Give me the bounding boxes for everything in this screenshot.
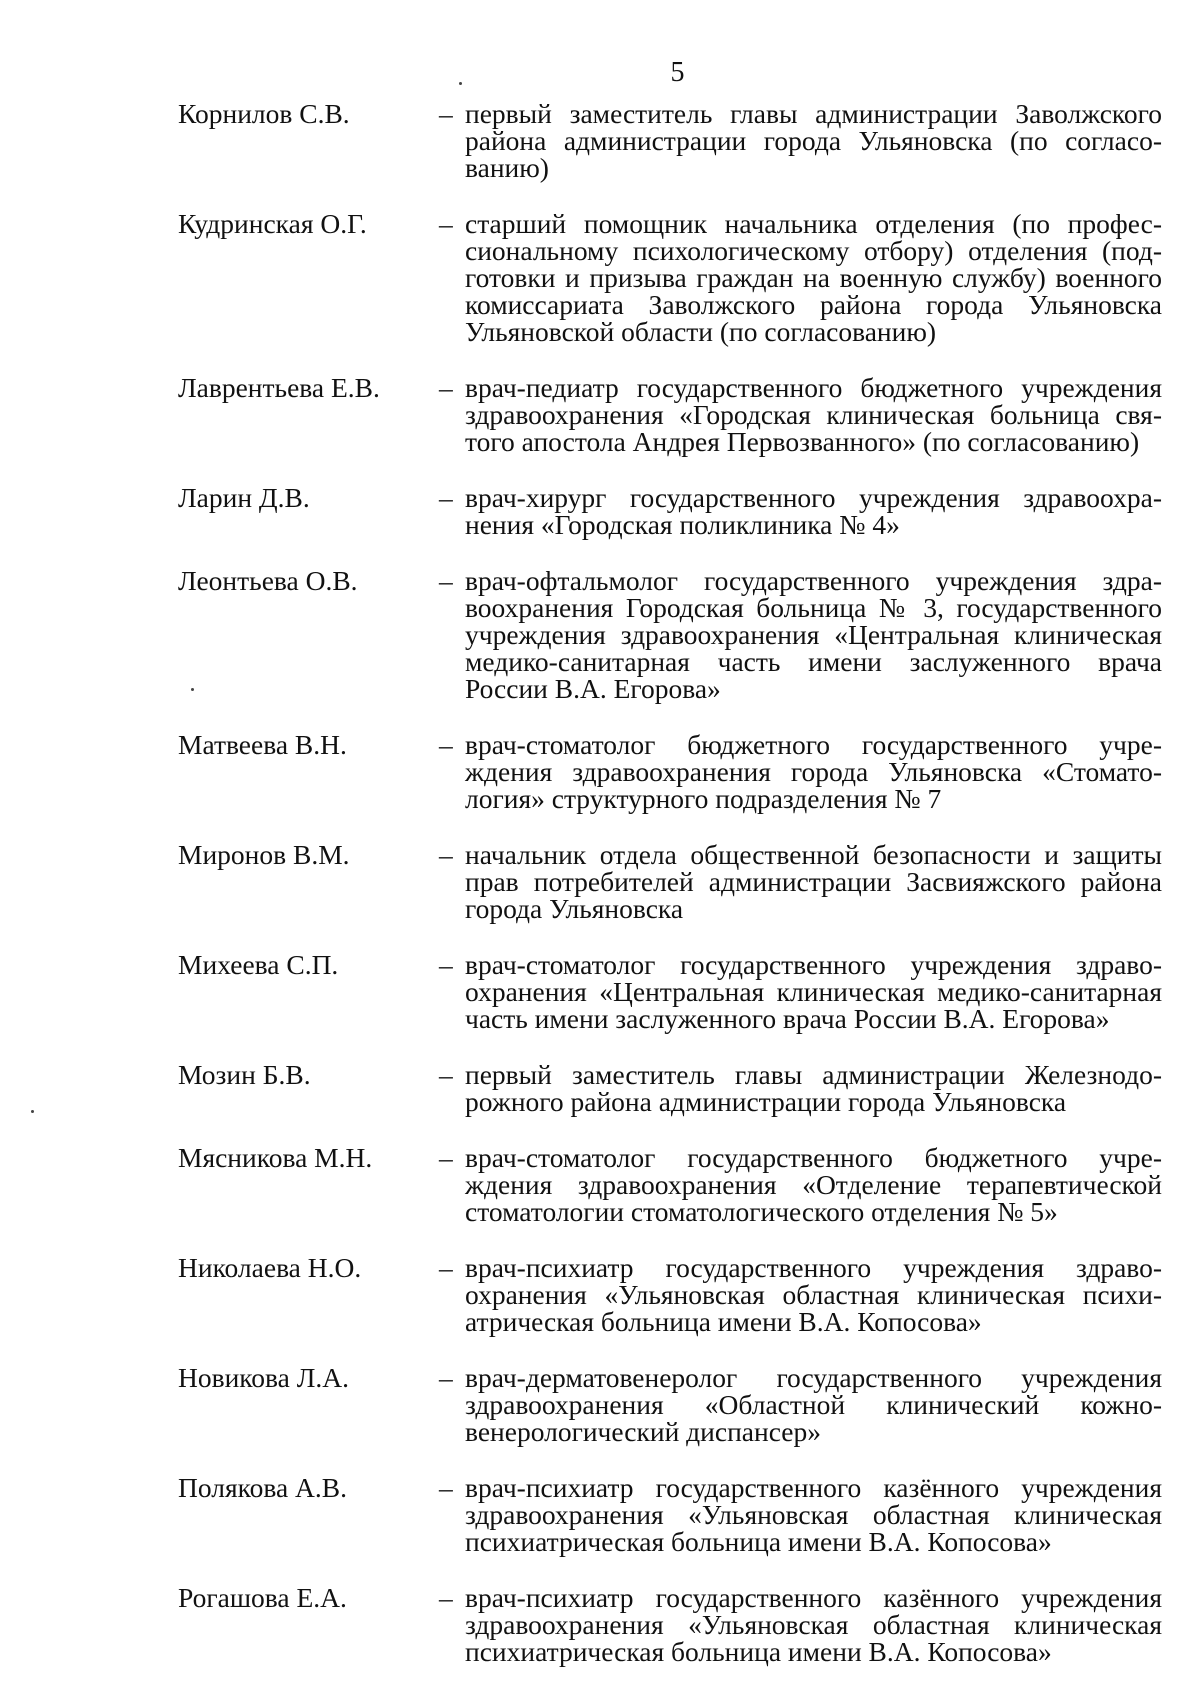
member-position: первый заместитель главы администрации Железнодорожного района администрации города Ульяновска — [465, 1059, 1162, 1117]
member-name: Мясникова М.Н. — [178, 1142, 373, 1173]
list-item — [0, 1474, 1200, 1555]
member-position: врач-психиатр государственного казённого учреждения здравоохранения «Ульяновская областная клиническая психиатрическая больница имени В.А. Копосова» — [465, 1582, 1162, 1667]
list-item — [0, 951, 1200, 1032]
scan-speck — [191, 688, 194, 691]
member-position: первый заместитель главы администрации Заволжского района администрации города Ульяновска (по согласованию) — [465, 98, 1162, 183]
member-name: Кудринская О.Г. — [178, 208, 367, 239]
member-position: врач-стоматолог бюджетного государственного учреждения здравоохранения города Ульяновска «Стоматология» структурного подразделения № 7 — [465, 729, 1162, 814]
member-position: старший помощник начальника отделения (по профессиональному психологическому отбору) отделения (подготовки и призыва граждан на военную службу) военного комиссариата Заволжского района города Ульяновска Ульяновской области (по согласованию) — [465, 208, 1162, 347]
list-item — [0, 484, 1200, 538]
dash-separator: – — [439, 565, 453, 596]
dash-separator: – — [439, 482, 453, 513]
scan-speck — [459, 82, 462, 85]
member-name: Леонтьева О.В. — [178, 565, 358, 596]
dash-separator: – — [439, 1582, 453, 1613]
dash-separator: – — [439, 949, 453, 980]
member-position: врач-стоматолог государственного учреждения здравоохранения «Центральная клиническая медико-санитарная часть имени заслуженного врача России В.А. Егорова» — [465, 949, 1162, 1034]
member-position: врач-педиатр государственного бюджетного учреждения здравоохранения «Городская клиническая больница святого апостола Андрея Первозванного» (по согласованию) — [465, 372, 1162, 457]
member-name: Николаева Н.О. — [178, 1252, 362, 1283]
dash-separator: – — [439, 1059, 453, 1090]
list-item — [0, 841, 1200, 922]
scan-speck — [31, 1110, 34, 1113]
member-position: врач-дерматовенеролог государственного учреждения здравоохранения «Областной клинический кожновенерологический диспансер» — [465, 1362, 1162, 1447]
member-name: Матвеева В.Н. — [178, 729, 347, 760]
list-item — [0, 1144, 1200, 1225]
dash-separator: – — [439, 1142, 453, 1173]
member-name: Полякова А.В. — [178, 1472, 347, 1503]
member-name: Ларин Д.В. — [178, 482, 310, 513]
member-name: Миронов В.М. — [178, 839, 350, 870]
dash-separator: – — [439, 839, 453, 870]
member-name: Лаврентьева Е.В. — [178, 372, 380, 403]
member-name: Рогашова Е.А. — [178, 1582, 347, 1613]
list-item — [0, 1254, 1200, 1335]
page-number: 5 — [670, 57, 685, 88]
dash-separator: – — [439, 98, 453, 129]
dash-separator: – — [439, 372, 453, 403]
member-position: врач-психиатр государственного учреждения здравоохранения «Ульяновская областная клиническая психиатрическая больница имени В.А. Копосова» — [465, 1252, 1162, 1337]
list-item — [0, 100, 1200, 181]
list-item — [0, 374, 1200, 455]
list-item — [0, 1364, 1200, 1445]
list-item — [0, 567, 1200, 702]
dash-separator: – — [439, 729, 453, 760]
list-item — [0, 731, 1200, 812]
list-item — [0, 1061, 1200, 1115]
member-position: врач-офтальмолог государственного учреждения здравоохранения Городская больница № 3, государственного учреждения здравоохранения «Центральная клиническая медико-санитарная часть имени заслуженного врача России В.А. Егорова» — [465, 565, 1162, 704]
dash-separator: – — [439, 208, 453, 239]
dash-separator: – — [439, 1252, 453, 1283]
member-position: начальник отдела общественной безопасности и защиты прав потребителей администрации Засвияжского района города Ульяновска — [465, 839, 1162, 924]
member-position: врач-хирург государственного учреждения здравоохранения «Городская поликлиника № 4» — [465, 482, 1162, 540]
dash-separator: – — [439, 1472, 453, 1503]
member-position: врач-стоматолог государственного бюджетного учреждения здравоохранения «Отделение терапевтической стоматологии стоматологического отделения № 5» — [465, 1142, 1162, 1227]
list-item — [0, 1584, 1200, 1665]
member-name: Корнилов С.В. — [178, 98, 350, 129]
list-item — [0, 210, 1200, 345]
member-list — [0, 100, 1200, 1694]
member-name: Михеева С.П. — [178, 949, 339, 980]
member-name: Мозин Б.В. — [178, 1059, 311, 1090]
member-name: Новикова Л.А. — [178, 1362, 349, 1393]
member-position: врач-психиатр государственного казённого учреждения здравоохранения «Ульяновская областная клиническая психиатрическая больница имени В.А. Копосова» — [465, 1472, 1162, 1557]
dash-separator: – — [439, 1362, 453, 1393]
